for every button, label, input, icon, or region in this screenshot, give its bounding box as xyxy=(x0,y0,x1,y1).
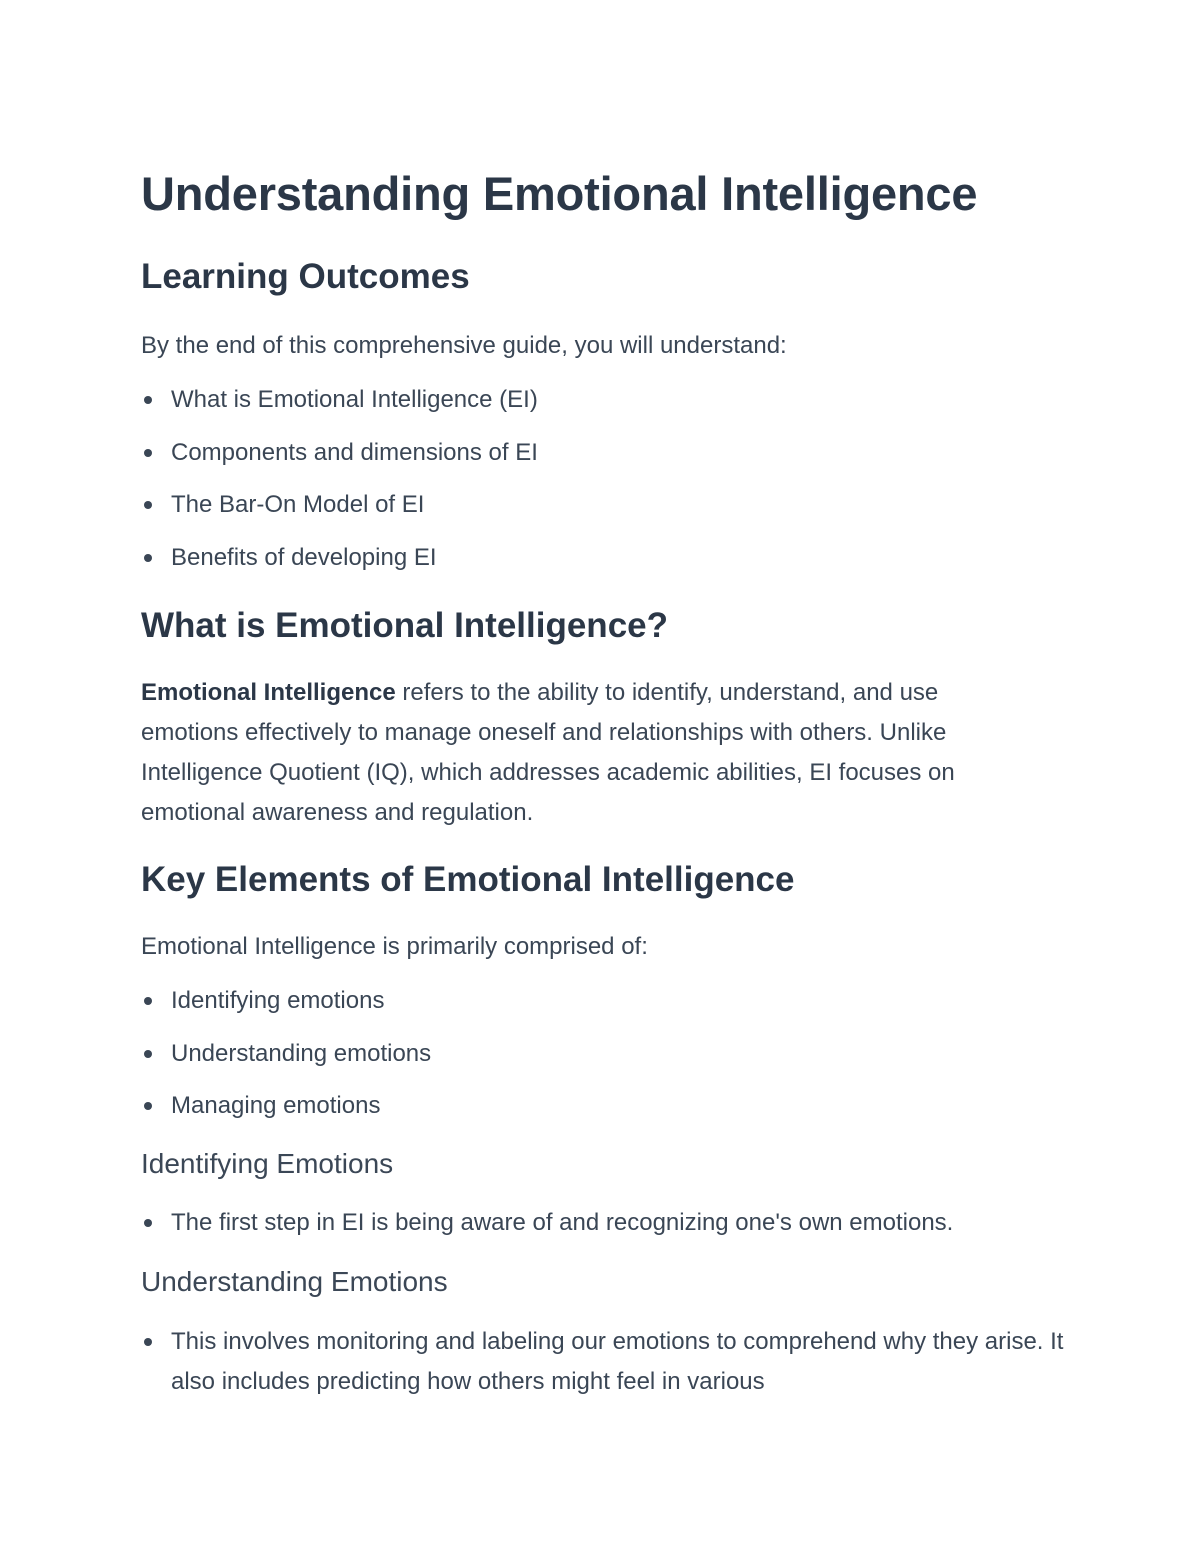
list-item: Managing emotions xyxy=(141,1086,431,1139)
learning-outcomes-intro: By the end of this comprehensive guide, you will understand: xyxy=(141,332,787,359)
list-item: Understanding emotions xyxy=(141,1034,431,1087)
list-item: The first step in EI is being aware of and recognizing one's own emotions. xyxy=(141,1203,953,1256)
bullet-icon xyxy=(144,449,152,457)
key-elements-list xyxy=(141,981,431,1139)
understanding-emotions-list xyxy=(141,1322,1071,1402)
list-item: What is Emotional Intelligence (EI) xyxy=(141,380,538,433)
identifying-emotions-list xyxy=(141,1203,953,1256)
what-is-ei-heading: What is Emotional Intelligence? xyxy=(141,606,668,645)
bullet-icon xyxy=(144,501,152,509)
what-is-ei-paragraph xyxy=(141,673,1041,833)
bullet-icon xyxy=(144,1219,152,1227)
key-elements-heading: Key Elements of Emotional Intelligence xyxy=(141,860,795,899)
bullet-icon xyxy=(144,1338,152,1346)
bullet-icon xyxy=(144,1050,152,1058)
understanding-emotions-heading: Understanding Emotions xyxy=(141,1266,448,1297)
bullet-icon xyxy=(144,997,152,1005)
key-elements-intro: Emotional Intelligence is primarily comprised of: xyxy=(141,933,648,960)
document-page xyxy=(141,0,1071,1553)
ei-definition: refers to the ability to identify, understand, and use emotions effectively to manage oneself and relationships with others. Unlike Intelligence Quotient (IQ), which addresses academic abilities, EI focuses on emotional awareness and regulation. xyxy=(141,679,955,826)
list-item: This involves monitoring and labeling our emotions to comprehend why they arise. It also includes predicting how others might feel in various xyxy=(141,1322,1071,1402)
bullet-icon xyxy=(144,396,152,404)
learning-outcomes-list xyxy=(141,380,538,590)
page-title: Understanding Emotional Intelligence xyxy=(141,167,978,220)
bullet-icon xyxy=(144,1102,152,1110)
bullet-icon xyxy=(144,554,152,562)
identifying-emotions-heading: Identifying Emotions xyxy=(141,1148,394,1179)
ei-term: Emotional Intelligence xyxy=(141,679,396,706)
learning-outcomes-heading: Learning Outcomes xyxy=(141,257,470,296)
list-item: Identifying emotions xyxy=(141,981,431,1034)
list-item: Components and dimensions of EI xyxy=(141,433,538,486)
list-item: The Bar-On Model of EI xyxy=(141,485,538,538)
list-item: Benefits of developing EI xyxy=(141,538,538,591)
